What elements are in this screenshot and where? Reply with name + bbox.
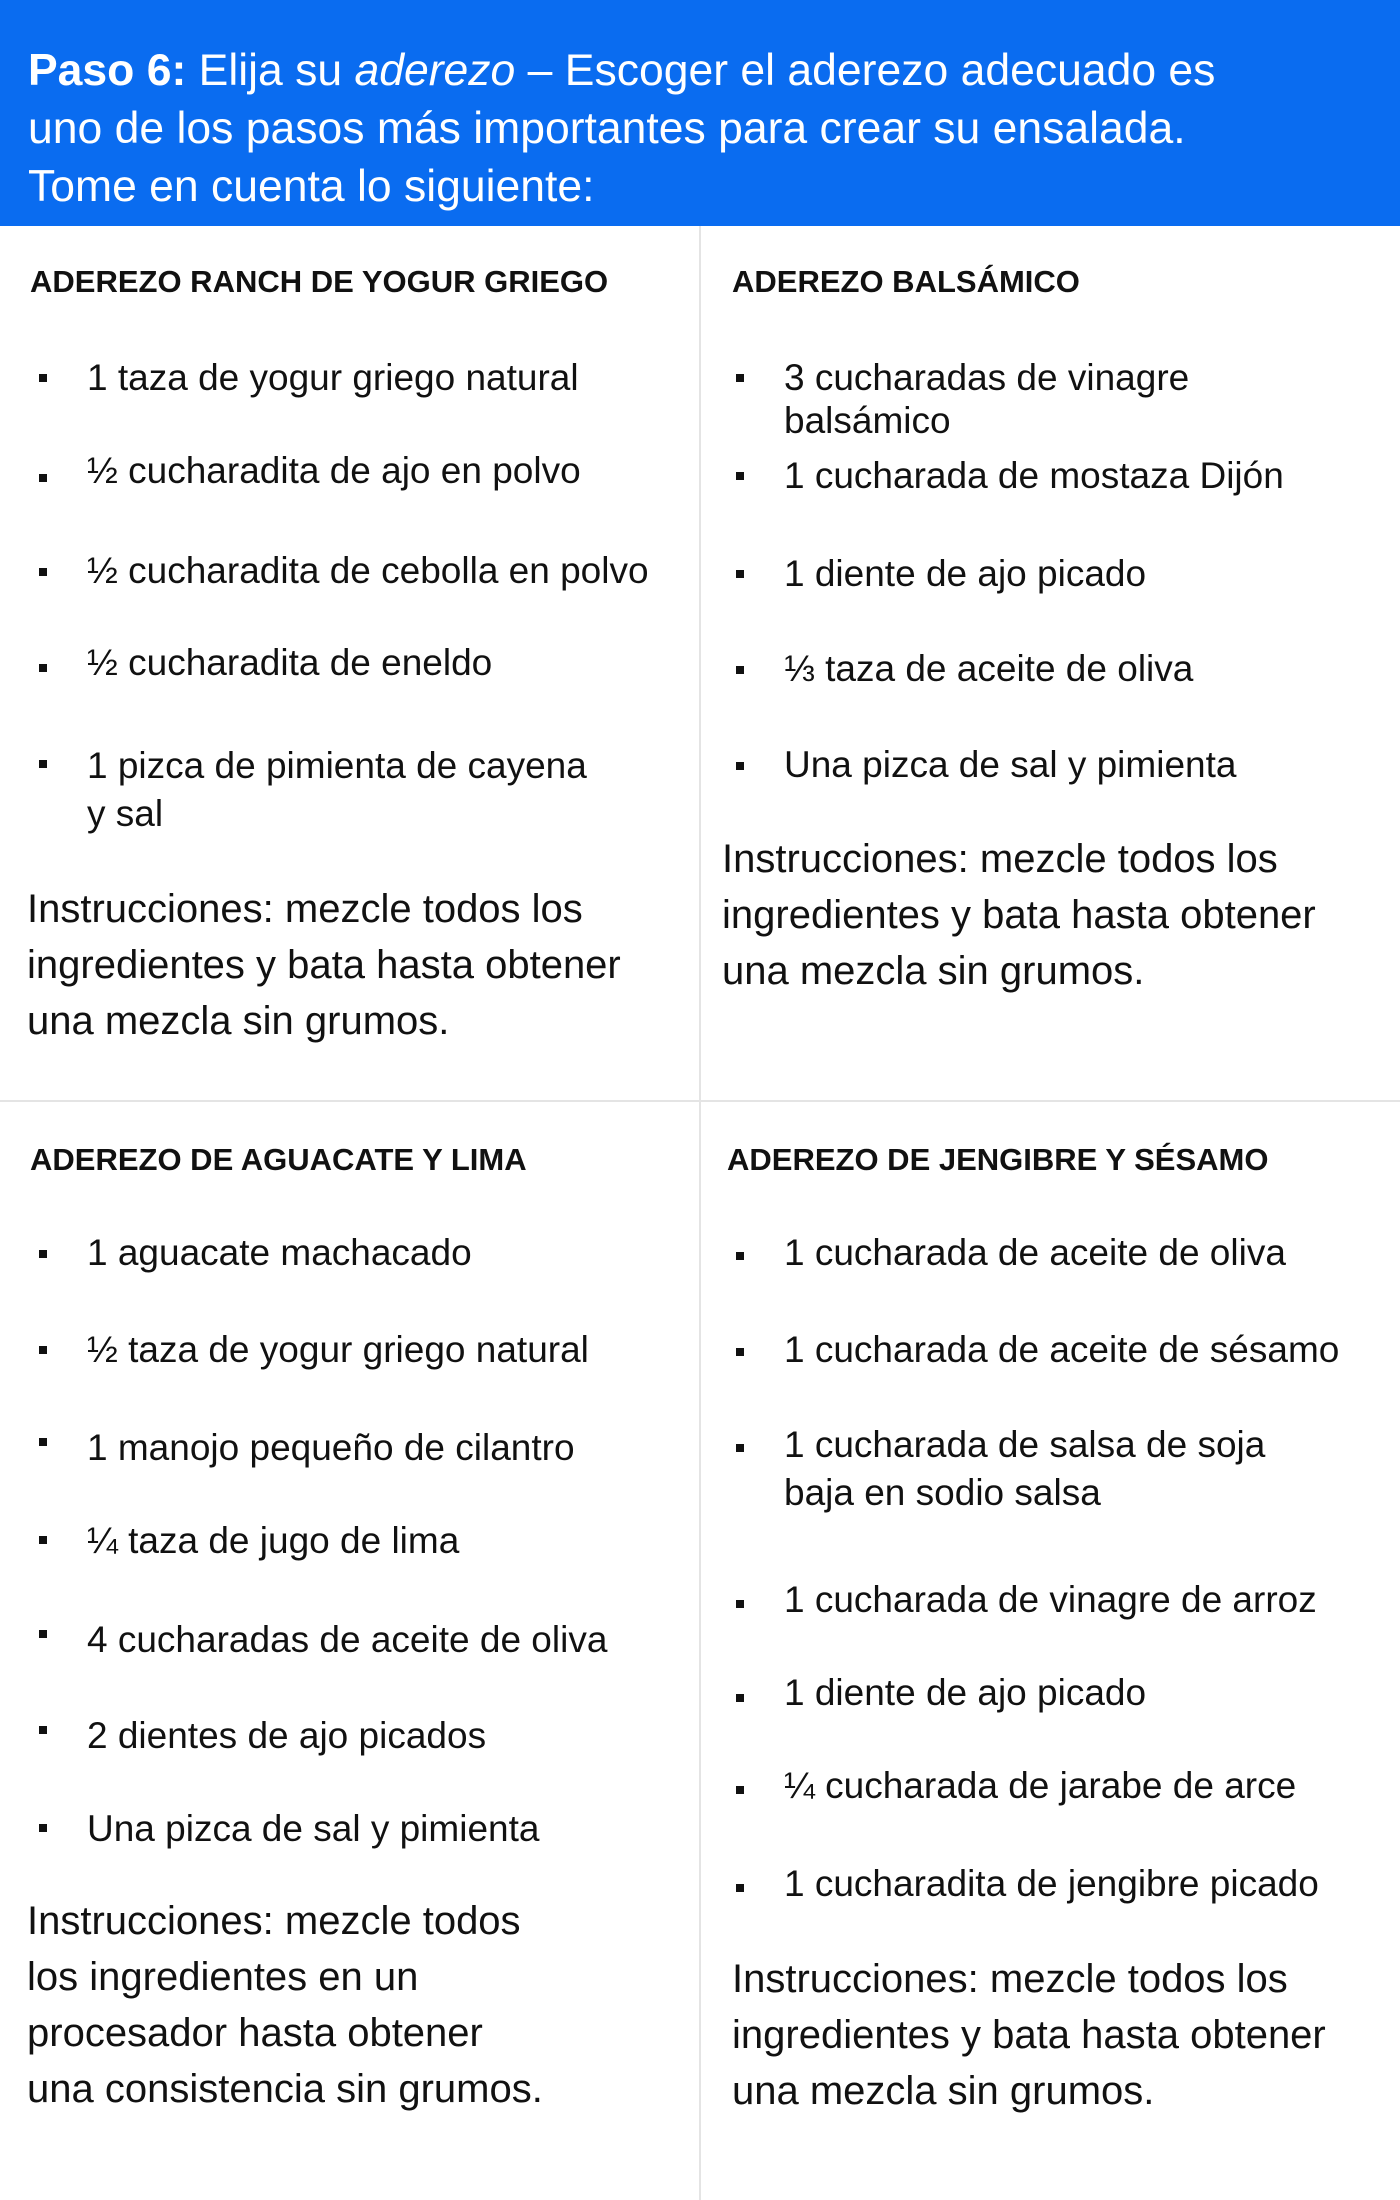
emphasis-word: aderezo <box>354 46 516 95</box>
instructions-line: Instrucciones: mezcle todos los <box>27 887 583 931</box>
ingredient-item: ½ cucharadita de eneldo <box>87 642 493 683</box>
bullet-icon <box>39 760 47 768</box>
bullet-icon <box>736 570 744 578</box>
ingredient-item: ½ taza de yogur griego natural <box>87 1329 589 1370</box>
bullet-icon <box>736 1444 744 1452</box>
bullet-icon <box>736 1694 744 1702</box>
instructions-line: una consistencia sin grumos. <box>27 2067 543 2111</box>
dressing-title: ADEREZO BALSÁMICO <box>732 264 1080 299</box>
ingredient-item: 1 diente de ajo picado <box>784 553 1147 594</box>
bullet-icon <box>39 474 47 482</box>
ingredient-item: 1 taza de yogur griego natural <box>87 357 579 398</box>
bullet-icon <box>736 374 744 382</box>
ingredient-item: ½ cucharadita de cebolla en polvo <box>87 550 649 591</box>
bullet-icon <box>736 472 744 480</box>
ingredient-item: 1 cucharada de salsa de soja <box>784 1424 1266 1465</box>
bullet-icon <box>736 762 744 770</box>
instructions-line: ingredientes y bata hasta obtener <box>732 2013 1326 2057</box>
row-divider <box>0 1100 1400 1102</box>
instructions-line: Instrucciones: mezcle todos los <box>722 837 1278 881</box>
bullet-icon <box>736 666 744 674</box>
instructions-line: ingredientes y bata hasta obtener <box>27 943 621 987</box>
instructions-line: una mezcla sin grumos. <box>27 999 450 1043</box>
ingredient-item-continuation: balsámico <box>784 400 951 441</box>
instructions-line: ingredientes y bata hasta obtener <box>722 893 1316 937</box>
bullet-icon <box>736 1600 744 1608</box>
instructions-line: procesador hasta obtener <box>27 2011 483 2055</box>
ingredient-item: ½ cucharadita de ajo en polvo <box>87 450 581 491</box>
ingredient-item: 2 dientes de ajo picados <box>87 1715 487 1756</box>
ingredient-item: 1 cucharada de aceite de oliva <box>784 1232 1286 1273</box>
bullet-icon <box>39 1536 47 1544</box>
ingredient-item: Una pizca de sal y pimienta <box>87 1808 540 1849</box>
ingredient-item: Una pizca de sal y pimienta <box>784 744 1237 785</box>
bullet-icon <box>39 1824 47 1832</box>
column-divider <box>699 226 701 2200</box>
ingredient-item: 1 cucharadita de jengibre picado <box>784 1863 1319 1904</box>
ingredient-item-continuation: y sal <box>87 793 164 834</box>
bullet-icon <box>736 1252 744 1260</box>
dressing-title: ADEREZO DE JENGIBRE Y SÉSAMO <box>727 1142 1269 1177</box>
bullet-icon <box>39 1630 47 1638</box>
step-header <box>0 0 1400 226</box>
dressing-title: ADEREZO RANCH DE YOGUR GRIEGO <box>30 264 609 299</box>
bullet-icon <box>736 1786 744 1794</box>
ingredient-item: 1 cucharada de aceite de sésamo <box>784 1329 1340 1370</box>
instructions-line: una mezcla sin grumos. <box>722 949 1145 993</box>
header-line-3: Tome en cuenta lo siguiente: <box>28 162 595 211</box>
instructions-line: los ingredientes en un <box>27 1955 419 1999</box>
bullet-icon <box>39 1438 47 1446</box>
bullet-icon <box>39 1726 47 1734</box>
instructions-line: Instrucciones: mezcle todos <box>27 1899 521 1943</box>
ingredient-item: 1 manojo pequeño de cilantro <box>87 1427 575 1468</box>
instructions-line: Instrucciones: mezcle todos los <box>732 1957 1288 2001</box>
bullet-icon <box>736 1348 744 1356</box>
ingredient-item: 4 cucharadas de aceite de oliva <box>87 1619 608 1660</box>
ingredient-item: 1 cucharada de mostaza Dijón <box>784 455 1284 496</box>
ingredient-item: 1 diente de ajo picado <box>784 1672 1147 1713</box>
header-line-1: Paso 6: Elija su aderezo – Escoger el aderezo adecuado es <box>28 46 1216 95</box>
bullet-icon <box>736 1884 744 1892</box>
dressing-title: ADEREZO DE AGUACATE Y LIMA <box>30 1142 527 1177</box>
step-label: Paso 6: <box>28 46 187 95</box>
bullet-icon <box>39 1250 47 1258</box>
bullet-icon <box>39 374 47 382</box>
ingredient-item: 3 cucharadas de vinagre <box>784 357 1190 398</box>
bullet-icon <box>39 664 47 672</box>
bullet-icon <box>39 1346 47 1354</box>
ingredient-item: 1 aguacate machacado <box>87 1232 472 1273</box>
ingredient-item: ⅓ taza de aceite de oliva <box>784 648 1194 689</box>
ingredient-item-continuation: baja en sodio salsa <box>784 1472 1101 1513</box>
ingredient-item: 1 cucharada de vinagre de arroz <box>784 1579 1317 1620</box>
ingredient-item: ¼ taza de jugo de lima <box>87 1520 460 1561</box>
bullet-icon <box>39 568 47 576</box>
ingredient-item: ¼ cucharada de jarabe de arce <box>784 1765 1297 1806</box>
ingredient-item: 1 pizca de pimienta de cayena <box>87 745 587 786</box>
instructions-line: una mezcla sin grumos. <box>732 2069 1155 2113</box>
header-line-2: uno de los pasos más importantes para crear su ensalada. <box>28 104 1186 153</box>
